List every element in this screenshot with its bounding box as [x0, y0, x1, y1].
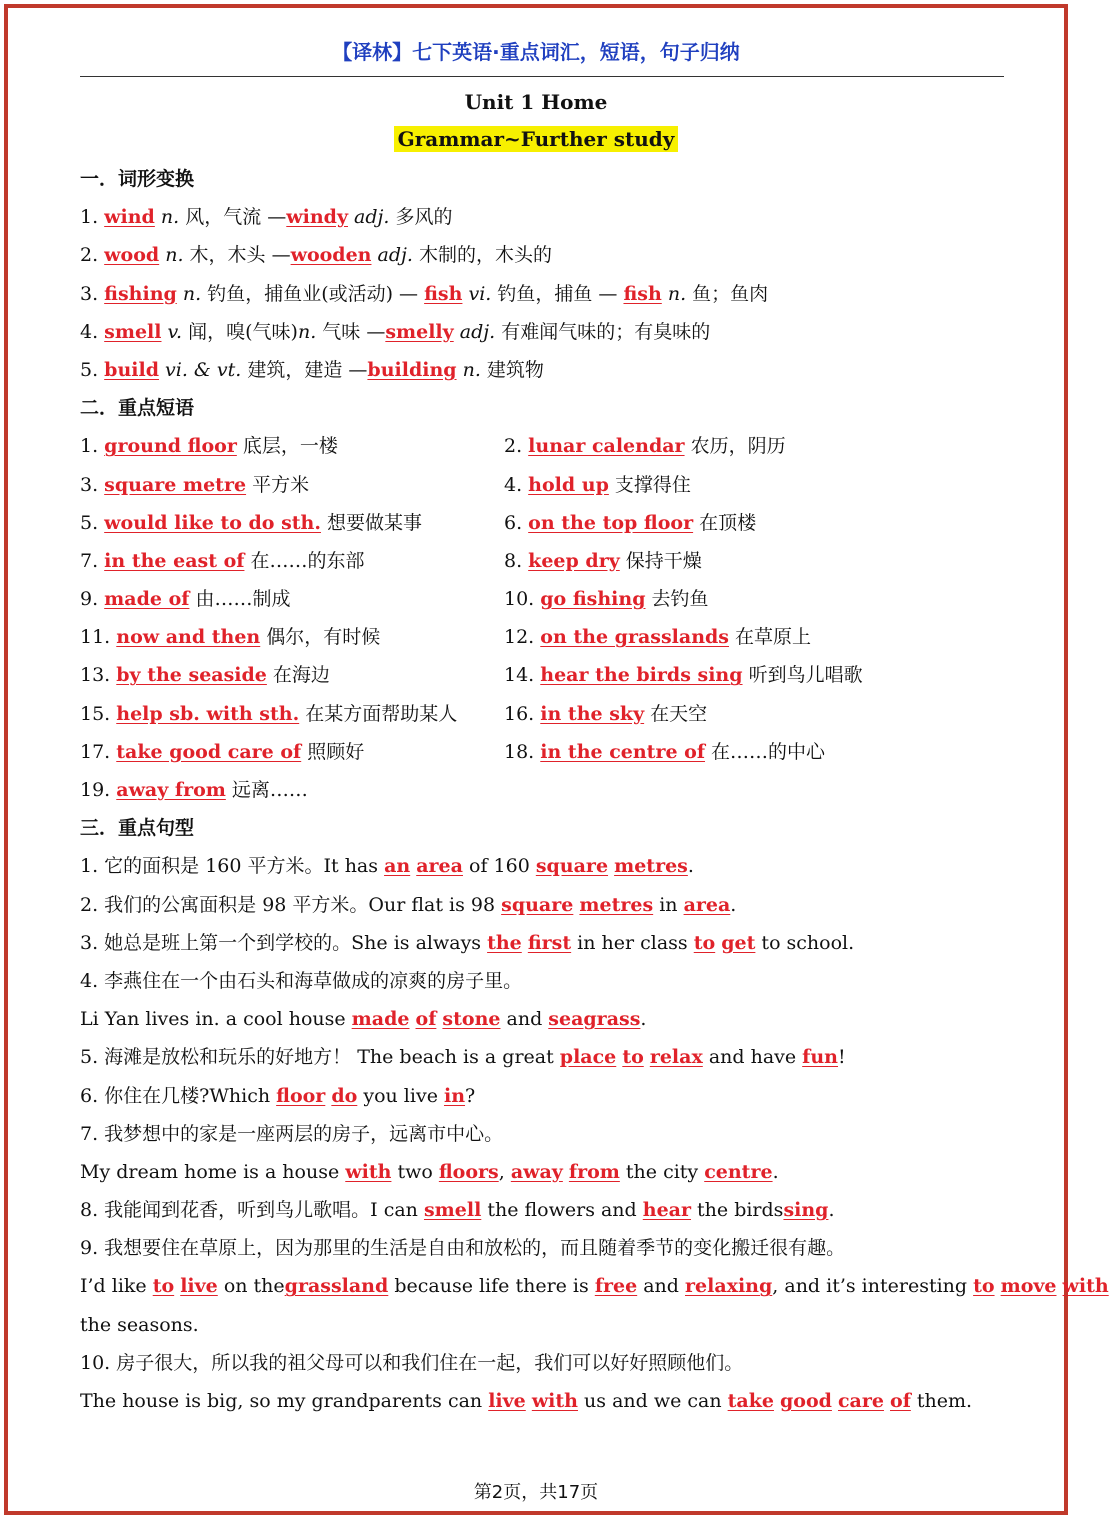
text-segment: 5. [80, 511, 105, 534]
phrase-item [504, 504, 1004, 542]
text-segment: 5. [80, 358, 105, 381]
section-title-sentences: 三．重点句型 [80, 817, 195, 840]
text-segment: 农历，阴历 [684, 435, 786, 458]
sentence-line [80, 1077, 1004, 1115]
part-of-speech: adj. [377, 244, 413, 267]
text-segment: 木，木头 — [183, 244, 291, 267]
text-segment: 支撑得住 [608, 473, 691, 496]
text-segment: 6. 你住在几楼?Which [80, 1084, 277, 1107]
text-segment: 17. [80, 740, 117, 763]
answer-word: stone [442, 1008, 501, 1031]
text-segment: in her class [571, 931, 694, 954]
text-segment: 在……的东部 [244, 549, 365, 572]
answer-word: metres [614, 855, 688, 878]
text-segment: 7. 我梦想中的家是一座两层的房子，远离市中心。 [80, 1122, 504, 1145]
answer-word: in [443, 1084, 466, 1107]
text-segment: ? [465, 1084, 476, 1107]
answer-word: by the seaside [116, 664, 267, 687]
answer-word: floor [276, 1084, 326, 1107]
answer-word: live [488, 1390, 526, 1412]
phrase-item [504, 427, 1004, 465]
phrase-item [504, 656, 1004, 694]
text-segment: 去钓鱼 [645, 588, 709, 611]
phrase-row [80, 542, 1004, 580]
answer-word: with [531, 1390, 578, 1412]
answer-word: ground floor [104, 435, 237, 458]
text-segment: 在某方面帮助某人 [299, 702, 458, 725]
answer-word: with [1062, 1275, 1109, 1298]
answer-word: of [890, 1390, 911, 1412]
sentence-line [80, 924, 1004, 962]
answer-word: away [510, 1160, 563, 1183]
answer-word: fish [424, 282, 463, 305]
phrase-row [80, 466, 1004, 504]
answer-word: in the centre of [540, 740, 706, 763]
text-segment: . [772, 1160, 779, 1183]
phrase-row [80, 656, 1004, 694]
text-segment: The house is big, so my grandparents can [80, 1390, 489, 1412]
answer-word: to [152, 1275, 175, 1298]
text-segment: 在海边 [266, 664, 330, 687]
text-segment: , and it’s interesting [772, 1275, 974, 1298]
vocab-item [80, 198, 1004, 236]
document-header: 【译林】七下英语·重点词汇，短语，句子归纳 [332, 40, 740, 64]
phrase-item [80, 695, 504, 733]
answer-word: floors [438, 1160, 499, 1183]
text-segment: 8. [504, 549, 529, 572]
text-segment: 远离…… [225, 779, 308, 801]
answer-word: take [727, 1390, 774, 1412]
text-segment: 建筑物 [480, 358, 544, 381]
phrase-item [504, 618, 1004, 656]
text-segment: 1. [80, 206, 105, 229]
text-segment: ! [837, 1046, 846, 1069]
text-segment: 5. 海滩是放松和玩乐的好地方！ The beach is a great [80, 1046, 560, 1069]
text-segment: 10. [504, 588, 541, 611]
part-of-speech: adj. [354, 206, 390, 229]
sentence-line [80, 1000, 1004, 1038]
page-footer: 第2页，共17页 [473, 1482, 599, 1503]
answer-word: square [501, 893, 574, 916]
answer-word: wooden [290, 244, 372, 267]
text-segment: 2. [80, 244, 105, 267]
sentence-line [80, 1153, 1004, 1191]
text-segment: 偶尔，有时候 [260, 626, 381, 649]
answer-word: on the grasslands [540, 626, 729, 649]
text-segment: two [391, 1160, 439, 1183]
phrase-item [80, 466, 504, 504]
answer-word: relaxing [685, 1275, 773, 1298]
answer-word: fun [802, 1046, 838, 1069]
text-segment: you live [357, 1084, 444, 1107]
answer-word: fishing [104, 282, 177, 305]
answer-word: made of [104, 588, 190, 611]
vocab-item [80, 275, 1004, 313]
text-segment: 气味 — [316, 320, 386, 343]
text-segment: 13. [80, 664, 117, 687]
text-segment: on the [217, 1275, 285, 1298]
text-segment: . [640, 1008, 647, 1031]
text-segment: 3. [80, 473, 105, 496]
unit-title: Unit 1 Home [464, 90, 608, 114]
answer-word: hear [642, 1199, 691, 1222]
text-segment: 14. [504, 664, 541, 687]
text-segment: 在顶楼 [693, 511, 757, 534]
answer-word: smelly [385, 320, 454, 343]
text-segment: 闻，嗅(气味) [182, 320, 298, 343]
phrase-item [504, 733, 1004, 771]
answer-word: an [384, 855, 411, 878]
text-segment: 9. [80, 588, 105, 611]
section-title-vocab: 一．词形变换 [80, 168, 195, 190]
sentence-line [80, 1229, 1004, 1267]
text-segment: 1. [80, 435, 105, 458]
sentence-line [80, 1382, 1004, 1420]
text-segment: 8. 我能闻到花香，听到鸟儿歌唱。I can [80, 1199, 424, 1222]
answer-word: live [180, 1275, 218, 1298]
text-segment: of 160 [462, 855, 536, 878]
text-segment: 9. 我想要住在草原上，因为那里的生活是自由和放松的，而且随着季节的变化搬迁很有趣。 [80, 1237, 846, 1260]
text-segment: My dream home is a house [80, 1160, 346, 1183]
vocab-item [80, 313, 1004, 351]
text-segment: 16. [504, 702, 541, 725]
answer-word: get [721, 931, 756, 954]
answer-word: wood [104, 244, 160, 267]
phrase-item [80, 733, 504, 771]
text-segment: 12. [504, 626, 541, 649]
answer-word: hold up [528, 473, 609, 496]
text-segment: 4. [80, 320, 105, 343]
text-segment: the flowers and [481, 1199, 643, 1222]
answer-word: wind [104, 206, 155, 229]
vocab-item [80, 351, 1004, 389]
answer-word: in the east of [104, 549, 245, 572]
phrase-item [80, 618, 504, 656]
text-segment: 由……制成 [189, 588, 291, 611]
sentence-line [80, 886, 1004, 924]
text-segment: 底层，一楼 [236, 435, 338, 458]
text-segment: . [687, 855, 694, 878]
answer-word: square [535, 855, 609, 878]
text-segment: 风，气流 — [179, 206, 287, 229]
answer-word: of [415, 1008, 437, 1031]
text-segment: 钓鱼，捕鱼 — [491, 282, 624, 305]
text-segment: 保持干燥 [619, 549, 702, 572]
content-body [80, 160, 1109, 1420]
phrase-row [80, 618, 1004, 656]
part-of-speech: v. [167, 320, 183, 343]
phrase-item [504, 466, 1004, 504]
answer-word: to [622, 1046, 644, 1069]
sentence-line [80, 962, 1004, 1000]
text-segment: 照顾好 [301, 740, 365, 763]
text-segment: 3. [80, 282, 105, 305]
sentence-line [80, 1267, 1109, 1305]
phrase-item [80, 580, 504, 618]
text-segment: 多风的 [389, 206, 453, 229]
text-segment: in [653, 893, 684, 916]
answer-word: first [527, 931, 572, 954]
document-page [4, 4, 1109, 1515]
answer-word: in the sky [540, 702, 645, 725]
text-segment: 2. 我们的公寓面积是 98 平方米。Our flat is 98 [80, 893, 502, 916]
phrase-item [80, 542, 504, 580]
answer-word: would like to do sth. [104, 511, 321, 534]
answer-word: keep dry [528, 549, 620, 572]
text-segment: 在……的中心 [705, 740, 826, 763]
text-segment: 听到鸟儿唱歌 [742, 664, 863, 687]
text-segment: 4. 李燕住在一个由石头和海草做成的凉爽的房子里。 [80, 969, 523, 992]
text-segment: 10. 房子很大，所以我的祖父母可以和我们住在一起，我们可以好好照顾他们。 [80, 1351, 744, 1374]
sentence-line [80, 1115, 1004, 1153]
part-of-speech: n. [667, 282, 687, 305]
answer-word: centre [704, 1160, 773, 1183]
answer-word: area [683, 893, 731, 916]
phrase-item [80, 427, 504, 465]
text-segment: the city [619, 1160, 705, 1183]
text-segment: Li Yan lives in. a cool house [80, 1008, 352, 1031]
text-segment: 1. 它的面积是 160 平方米。It has [80, 855, 385, 878]
answer-word: square metre [104, 473, 247, 496]
phrase-row [80, 771, 1004, 809]
answer-word: move [1000, 1275, 1057, 1298]
answer-word: to [693, 931, 716, 954]
part-of-speech: n. [462, 358, 481, 381]
text-segment: 想要做某事 [320, 511, 423, 534]
phrase-list [80, 427, 1004, 809]
part-of-speech: n. [297, 320, 317, 343]
answer-word: good [780, 1390, 832, 1412]
text-segment: 建筑，建造 — [241, 358, 368, 381]
answer-word: take good care of [116, 740, 302, 763]
text-segment: 11. [80, 626, 117, 649]
sentence-list [80, 847, 1109, 1420]
phrase-row [80, 695, 1004, 733]
text-segment: 平方米 [246, 473, 310, 496]
text-segment: 鱼；鱼肉 [686, 282, 769, 305]
sentence-line [80, 1306, 1004, 1344]
phrase-item [80, 504, 504, 542]
text-segment: and [500, 1008, 549, 1031]
text-segment: the seasons. [80, 1313, 199, 1336]
answer-word: to [973, 1275, 995, 1298]
sentence-line [80, 847, 1004, 885]
phrase-item [504, 580, 1004, 618]
answer-word: seagrass [548, 1008, 641, 1031]
part-of-speech: n. [182, 282, 202, 305]
sentence-line [80, 1344, 1004, 1382]
answer-word: from [568, 1160, 620, 1183]
phrase-item [504, 542, 1004, 580]
phrase-item [80, 771, 504, 809]
answer-word: build [104, 358, 159, 381]
part-of-speech: vi. [468, 282, 492, 305]
text-segment: . [828, 1199, 835, 1222]
answer-word: lunar calendar [528, 435, 685, 458]
text-segment: . [730, 893, 737, 916]
answer-word: relax [649, 1046, 703, 1069]
text-segment: 15. [80, 702, 117, 725]
part-of-speech: vi. & vt. [165, 358, 242, 381]
answer-word: grassland [284, 1275, 389, 1298]
sentence-line [80, 1038, 1004, 1076]
answer-word: help sb. with sth. [116, 702, 300, 725]
answer-word: on the top floor [528, 511, 694, 534]
answer-word: with [345, 1160, 392, 1183]
text-segment: 3. 她总是班上第一个到学校的。She is always [80, 931, 488, 954]
text-segment: 18. [504, 740, 541, 763]
answer-word: metres [579, 893, 654, 916]
text-segment: 木制的，木头的 [412, 244, 552, 267]
text-segment: 2. [504, 435, 529, 458]
header-divider [80, 76, 1004, 77]
text-segment: 19. [80, 779, 117, 801]
phrase-row [80, 733, 1004, 771]
phrase-row [80, 580, 1004, 618]
text-segment: them. [910, 1390, 973, 1412]
text-segment: and have [702, 1046, 803, 1069]
text-segment: us and we can [578, 1390, 728, 1412]
text-segment: 钓鱼，捕鱼业(或活动) — [201, 282, 425, 305]
answer-word: go fishing [540, 588, 646, 611]
answer-word: do [331, 1084, 358, 1107]
answer-word: building [367, 358, 457, 381]
answer-word: area [416, 855, 463, 878]
phrase-row [80, 427, 1004, 465]
lesson-subtitle: Grammar~Further study [394, 126, 679, 152]
sentence-line [80, 1191, 1004, 1229]
answer-word: place [559, 1046, 617, 1069]
answer-word: hear the birds sing [540, 664, 743, 687]
answer-word: away from [116, 779, 226, 801]
answer-word: the [487, 931, 522, 954]
text-segment: 在天空 [644, 702, 708, 725]
answer-word: sing [783, 1199, 829, 1222]
text-segment: I’d like [80, 1275, 153, 1298]
vocab-item [80, 236, 1004, 274]
text-segment: , [498, 1160, 511, 1183]
text-segment: and [637, 1275, 685, 1298]
phrase-item [80, 656, 504, 694]
vocab-list [80, 198, 1004, 389]
text-segment: 有难闻气味的；有臭味的 [495, 320, 711, 343]
text-segment: 在草原上 [729, 626, 812, 649]
answer-word: fish [623, 282, 662, 305]
text-segment: 7. [80, 549, 105, 572]
text-segment: 4. [504, 473, 529, 496]
part-of-speech: n. [160, 206, 180, 229]
phrase-item [504, 695, 1004, 733]
answer-word: smell [423, 1199, 482, 1222]
answer-word: smell [104, 320, 162, 343]
phrase-row [80, 504, 1004, 542]
answer-word: free [594, 1275, 638, 1298]
text-segment: because life there is [388, 1275, 595, 1298]
answer-word: now and then [116, 626, 261, 649]
text-segment: to school. [755, 931, 855, 954]
answer-word: care [837, 1390, 884, 1412]
text-segment: the birds [691, 1199, 784, 1222]
answer-word: made [351, 1008, 410, 1031]
part-of-speech: adj. [459, 320, 496, 343]
part-of-speech: n. [165, 244, 184, 267]
text-segment: 6. [504, 511, 529, 534]
answer-word: windy [286, 206, 348, 229]
section-title-phrases: 二．重点短语 [80, 397, 195, 420]
